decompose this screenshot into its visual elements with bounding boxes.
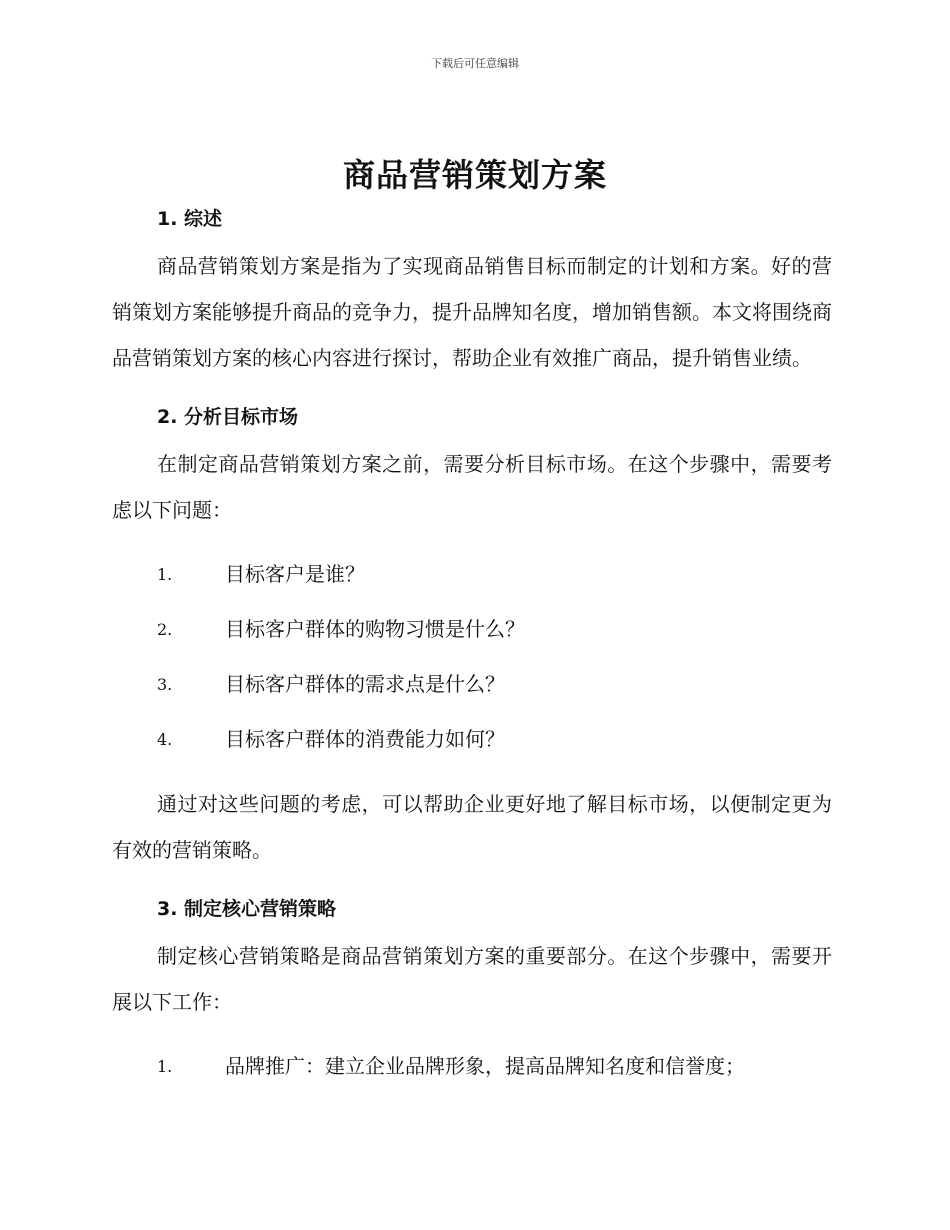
list-item-number: 2. [157, 620, 173, 639]
section-heading-target-market: 2. 分析目标市场 [157, 406, 299, 428]
paragraph-target-market-intro: 在制定商品营销策划方案之前，需要分析目标市场。在这个步骤中，需要考虑以下问题： [112, 452, 832, 522]
document-body [112, 203, 832, 1094]
strategy-list [112, 1039, 832, 1094]
list-item-number: 1. [157, 1057, 173, 1076]
list-item-number: 1. [157, 565, 173, 584]
question-list [112, 547, 832, 767]
list-item-text: 目标客户群体的消费能力如何？ [225, 727, 505, 751]
paragraph-overview: 商品营销策划方案是指为了实现商品销售目标而制定的计划和方案。好的营销策划方案能够提升商品的竞争力，提升品牌知名度，增加销售额。本文将围绕商品营销策划方案的核心内容进行探讨，帮助企业有效推广商品，提升销售业绩。 [112, 254, 832, 370]
list-item [112, 547, 832, 602]
paragraph-target-market-conclusion: 通过对这些问题的考虑，可以帮助企业更好地了解目标市场，以便制定更为有效的营销策略。 [112, 792, 832, 862]
list-item [112, 712, 832, 767]
header-note: 下载后可任意编辑 [431, 57, 519, 70]
paragraph-core-strategy-intro: 制定核心营销策略是商品营销策划方案的重要部分。在这个步骤中，需要开展以下工作： [112, 944, 832, 1014]
list-item [112, 1039, 832, 1094]
list-item-text: 目标客户群体的需求点是什么？ [225, 672, 505, 696]
list-item-number: 4. [157, 730, 173, 749]
list-item-text: 品牌推广：建立企业品牌形象，提高品牌知名度和信誉度； [225, 1054, 745, 1078]
list-item [112, 602, 832, 657]
list-item-text: 目标客户群体的购物习惯是什么？ [225, 617, 525, 641]
document-title: 商品营销策划方案 [342, 156, 607, 194]
section-heading-overview: 1. 综述 [157, 208, 223, 230]
list-item-text: 目标客户是谁？ [225, 562, 365, 586]
section-heading-core-strategy: 3. 制定核心营销策略 [157, 898, 337, 920]
list-item [112, 657, 832, 712]
list-item-number: 3. [157, 675, 173, 694]
